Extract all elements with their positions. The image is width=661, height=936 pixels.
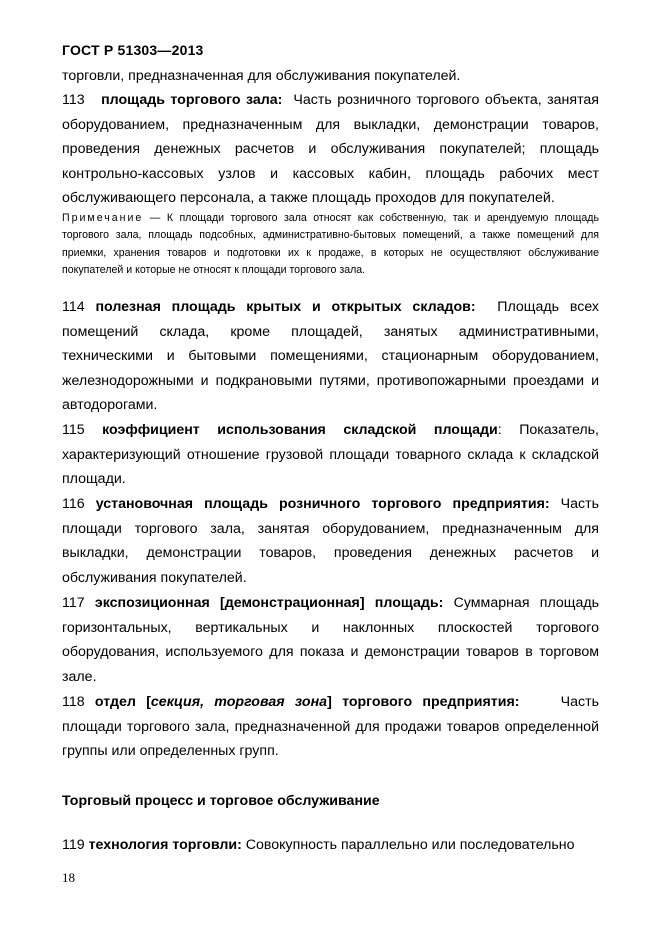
- entry-117: [62, 591, 599, 689]
- entry-number: 113: [62, 92, 85, 108]
- entry-term: коэффициент использования складской площади: [102, 422, 498, 438]
- entry-number: 119: [62, 837, 85, 853]
- intro-text-block: [62, 64, 599, 89]
- entry-119: [62, 833, 599, 858]
- section-title: Торговый процесс и торговое обслуживание: [62, 793, 380, 809]
- entry-term: технология торговли:: [88, 837, 242, 853]
- entry-definition: Площадь всех помещений склада, кроме площадей, занятых административными, техническими и бытовыми помещениями, стационарным оборудованием, железнодорожными и подкрановыми путями, противопожарными проездами и автодорогами.: [62, 299, 599, 414]
- entry-definition: Суммарная площадь горизонтальных, вертикальных и наклонных плоскостей торгового оборудования, используемого для показа и демонстрации товаров в торговом зале.: [62, 595, 600, 685]
- entry-number: 115: [62, 422, 85, 438]
- entry-definition: Часть площади торгового зала, занятая оборудованием, предназначенным для выкладки, демонстрации товаров, проведения денежных расчетов и обслуживания покупателей.: [62, 496, 599, 586]
- entry-term: полезная площадь крытых и открытых складов:: [95, 299, 476, 315]
- entry-113: [62, 88, 599, 211]
- entry-114: [62, 295, 599, 418]
- entry-term: экспозиционная [демонстрационная] площадь:: [94, 595, 444, 611]
- entry-term-part-b: секция, торговая зона: [150, 694, 328, 710]
- entry-term: площадь торгового зала:: [101, 92, 283, 108]
- entry-number: 114: [62, 299, 85, 315]
- note-label: Примечание: [62, 212, 144, 224]
- entry-number: 116: [62, 496, 85, 512]
- note-113: [62, 210, 599, 279]
- entry-term-part-a: отдел [: [94, 694, 151, 710]
- standard-header: ГОСТ Р 51303—2013: [62, 42, 204, 58]
- entry-definition: Часть площади торгового зала, предназначенной для продажи товаров определенной группы или определенных групп.: [62, 694, 599, 760]
- entry-number: 118: [62, 694, 85, 710]
- entry-118: [62, 690, 599, 764]
- intro-text: торговли, предназначенная для обслуживания покупателей.: [62, 68, 461, 84]
- entry-term-part-c: ] торгового предприятия:: [327, 694, 520, 710]
- entry-number: 117: [62, 595, 85, 611]
- entry-115: [62, 418, 599, 492]
- entry-definition: Показатель, характеризующий отношение грузовой площади товарного склада к складской площади.: [62, 422, 599, 488]
- entry-definition: Часть розничного торгового объекта, занятая оборудованием, предназначенным для выкладки, демонстрации товаров, проведения денежных расчетов и обслуживания покупателей; площадь контрольно-кассовых узлов и кассовых кабин, площадь рабочих мест обслуживающего персонала, а также площадь проходов для покупателей.: [62, 92, 599, 207]
- page-number: 18: [62, 870, 75, 885]
- entry-definition: Совокупность параллельно или последовательно: [245, 837, 575, 853]
- entry-colon: :: [497, 422, 502, 438]
- entry-term: установочная площадь розничного торгового предприятия:: [95, 496, 550, 512]
- note-text: — К площади торгового зала относят как собственную, так и арендуемую площадь торгового зала, площадь подсобных, административно-бытовых помещений, а также помещений для приемки, хранения товаров и подготовки их к продаже, в которых не осуществляют обслуживание покупателей и которые не относят к площади торгового зала.: [62, 212, 599, 276]
- entry-116: [62, 492, 599, 590]
